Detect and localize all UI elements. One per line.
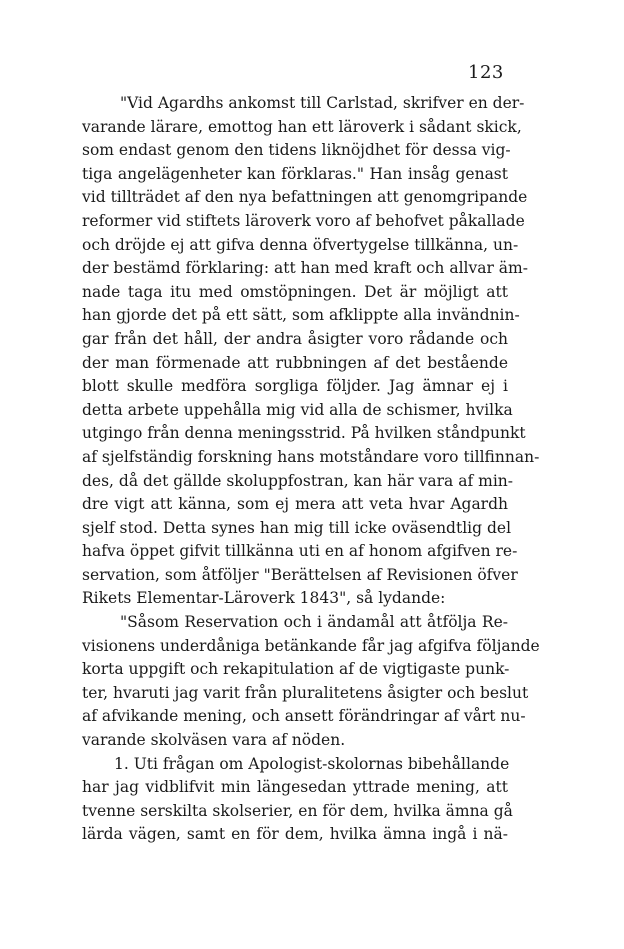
text-line: blott skulle medföra sorgliga följder. Jag ämnar ej i xyxy=(82,377,508,396)
text-line: han gjorde det på ett sätt, som afklippte alla invändnin- xyxy=(82,306,520,325)
text-line: Rikets Elementar-Läroverk 1843", så lydande: xyxy=(82,589,446,608)
text-line: dre vigt att känna, som ej mera att veta hvar Agardh xyxy=(82,495,508,514)
text-line: korta uppgift och rekapitulation af de vigtigaste punk- xyxy=(82,660,510,679)
text-line: "Vid Agardhs ankomst till Carlstad, skrifver en der- xyxy=(120,94,525,112)
text-line: des, då det gällde skoluppfostran, kan här vara af min- xyxy=(82,471,514,490)
text-line: lärda vägen, samt en för dem, hvilka ämna ingå i nä- xyxy=(82,825,508,844)
text-line: ter, hvaruti jag varit från pluralitetens åsigter och beslut xyxy=(82,683,529,702)
text-line: som endast genom den tidens liknöjdhet för dessa vig- xyxy=(82,141,511,160)
text-line: varande skolväsen vara af nöden. xyxy=(82,731,346,750)
text-line: tvenne serskilta skolserier, en för dem, hvilka ämna gå xyxy=(82,801,513,820)
page-number: 123 xyxy=(468,62,504,83)
text-line: reformer vid stiftets läroverk voro af behofvet påkallade xyxy=(82,211,525,230)
text-line: hafva öppet gifvit tillkänna uti en af honom afgifven re- xyxy=(82,542,518,561)
text-line: der bestämd förklaring: att han med kraft och allvar äm- xyxy=(82,259,528,278)
text-line: visionens underdåniga betänkande får jag afgifva följande xyxy=(82,636,540,655)
text-line: 1. Uti frågan om Apologist-skolornas bibehållande xyxy=(114,754,510,773)
text-line: nade taga itu med omstöpningen. Det är möjligt att xyxy=(82,282,508,301)
text-line: af afvikande mening, och ansett förändringar af vårt nu- xyxy=(82,707,526,726)
text-line: gar från det håll, der andra åsigter voro rådande och xyxy=(82,329,508,348)
text-line: "Såsom Reservation och i ändamål att åtfölja Re- xyxy=(120,613,508,632)
text-line: af sjelfständig forskning hans motståndare voro tillfinnan- xyxy=(82,447,540,466)
text-line: detta arbete uppehålla mig vid alla de schismer, hvilka xyxy=(82,400,513,419)
text-line: sjelf stod. Detta synes han mig till icke oväsendtlig del xyxy=(82,518,512,537)
text-line: har jag vidblifvit min längesedan yttrade mening, att xyxy=(82,778,508,797)
text-line: varande lärare, emottog han ett läroverk i sådant skick, xyxy=(82,117,522,136)
text-line: der man förmenade att rubbningen af det bestående xyxy=(82,353,508,372)
text-line: utgingo från denna meningsstrid. På hvilken ståndpunkt xyxy=(82,424,526,443)
body-text xyxy=(82,92,540,847)
text-line: servation, som åtföljer "Berättelsen af Revisionen öfver xyxy=(82,565,518,584)
text-line: och dröjde ej att gifva denna öfvertygelse tillkänna, un- xyxy=(82,235,519,254)
text-line: tiga angelägenheter kan förklaras." Han insåg genast xyxy=(82,164,508,183)
text-line: vid tillträdet af den nya befattningen att genomgripande xyxy=(82,188,528,207)
